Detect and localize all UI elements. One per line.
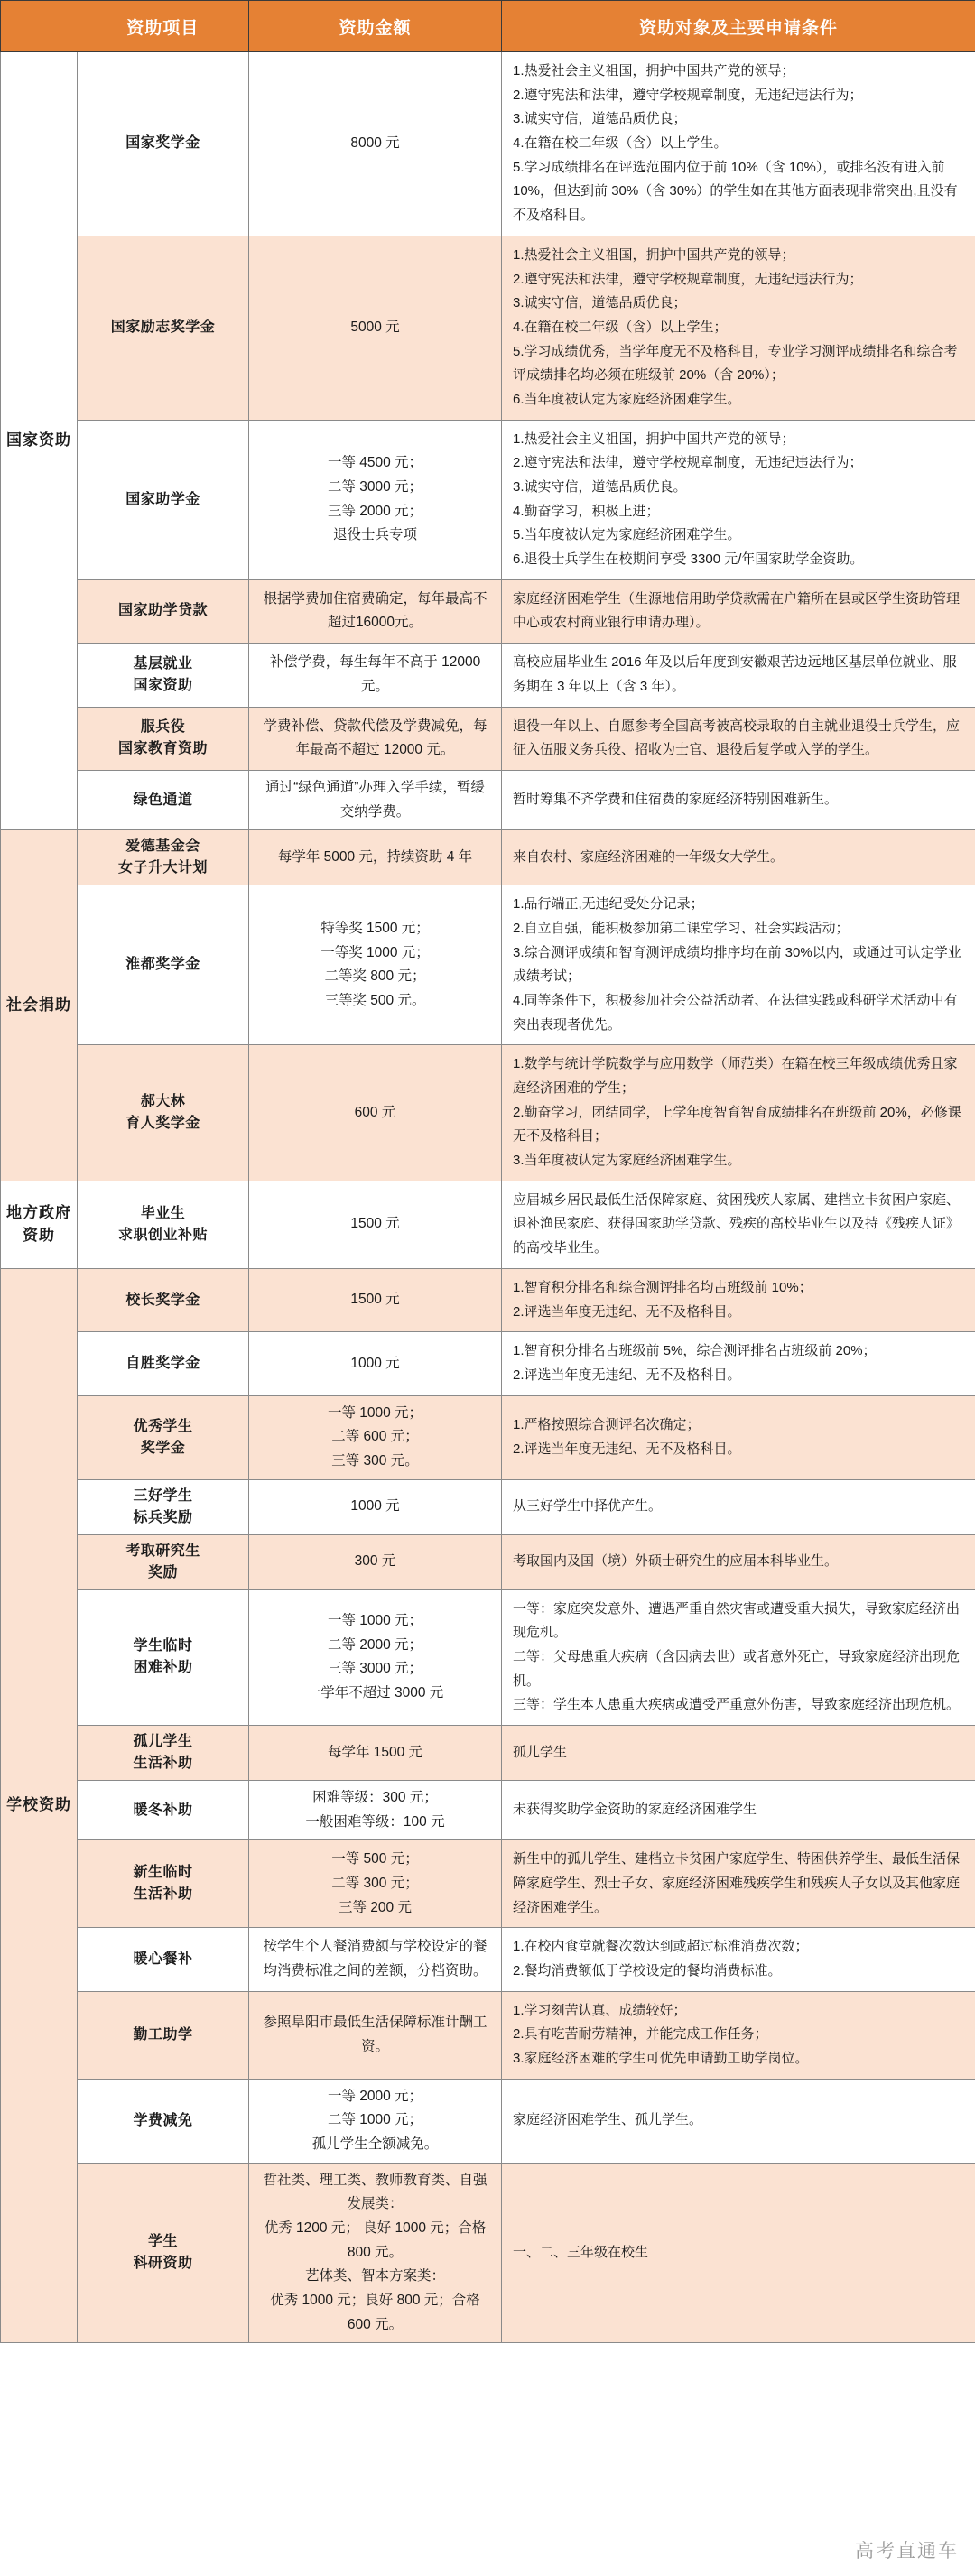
text-line: 标兵奖励	[133, 1509, 193, 1525]
amount-cell	[249, 1479, 502, 1534]
text-line: 通过“绿色通道”办理入学手续，暂缓交纳学费。	[265, 779, 485, 820]
text-line: 按学生个人餐消费额与学校设定的餐均消费标准之间的差额，分档资助。	[263, 1939, 488, 1979]
text-line: 4.在籍在校二年级（含）以上学生；	[513, 319, 728, 335]
item-cell	[78, 2163, 249, 2343]
text-line: 一等 500 元；	[331, 1851, 419, 1867]
text-line: 3.家庭经济困难的学生可优先申请勤工助学岗位。	[513, 2051, 809, 2067]
amount-cell	[249, 644, 502, 707]
text-line: 一等：家庭突发意外、遭遇严重自然灾害或遭受重大损失，导致家庭经济出现危机。	[513, 1600, 961, 1641]
text-line: 从三好学生中择优产生。	[513, 1498, 663, 1515]
table-row	[1, 885, 975, 1045]
amount-cell	[249, 1395, 502, 1479]
item-cell	[78, 1534, 249, 1589]
amount-cell	[249, 1780, 502, 1839]
item-cell	[78, 830, 249, 885]
text-line: 国家奖学金	[125, 135, 200, 152]
text-line: 生活补助	[133, 1886, 193, 1903]
text-line: 三等 2000 元；	[327, 503, 423, 519]
condition-cell	[502, 1268, 975, 1331]
condition-cell	[502, 1395, 975, 1479]
text-line: 基层就业	[133, 655, 193, 672]
table-row	[1, 1534, 975, 1589]
text-line: 每学年 5000 元，持续资助 4 年	[277, 848, 473, 865]
text-line: 勤工助学	[133, 2026, 193, 2043]
amount-cell	[249, 1268, 502, 1331]
text-line: 2.遵守宪法和法律，遵守学校规章制度，无违纪违法行为；	[513, 271, 863, 287]
item-cell	[78, 1840, 249, 1928]
text-line: 3.当年度被认定为家庭经济困难学生。	[513, 1153, 741, 1169]
text-line: 300 元	[354, 1553, 396, 1570]
category-label: 社会捐助	[6, 996, 71, 1014]
item-cell	[78, 1991, 249, 2079]
item-cell	[78, 1928, 249, 1991]
text-line: 高校应届毕业生 2016 年及以后年度到安徽艰苦边远地区基层单位就业、服务期在 3 年以上（含 3 年）。	[513, 654, 957, 694]
column-header-item-a	[1, 1, 78, 52]
text-line: 暂时筹集不齐学费和住宿费的家庭经济特别困难新生。	[513, 792, 839, 808]
text-line: 2.评选当年度无违纪、无不及格科目。	[513, 1303, 741, 1320]
text-line: 2.遵守宪法和法律，遵守学校规章制度，无违纪违法行为；	[513, 455, 863, 471]
item-cell	[78, 420, 249, 579]
condition-cell	[502, 1840, 975, 1928]
amount-cell	[249, 1045, 502, 1181]
text-line: 2.评选当年度无违纪、无不及格科目。	[513, 1367, 741, 1383]
text-line: 奖励	[147, 1564, 178, 1580]
item-cell	[78, 52, 249, 236]
category-cell-school	[1, 1268, 78, 2343]
text-line: 根据学费加住宿费确定，每年最高不超过16000元。	[263, 590, 488, 631]
condition-cell	[502, 1479, 975, 1534]
text-line: 育人奖学金	[125, 1116, 200, 1132]
text-line: 一学年不超过 3000 元	[306, 1684, 444, 1700]
text-line: 一等 2000 元；	[327, 2088, 423, 2104]
text-line: 一等 1000 元；	[327, 1612, 423, 1628]
text-line: 二等 1000 元；	[327, 2112, 423, 2128]
text-line: 困难补助	[133, 1660, 193, 1676]
text-line: 孤儿学生	[133, 1733, 193, 1749]
text-line: 退役一年以上、自愿参考全国高考被高校录取的自主就业退役士兵学生，应征入伍服义务兵役、招收为士官、退役后复学或入学的学生。	[513, 718, 961, 758]
item-cell	[78, 1479, 249, 1534]
text-line: 新生临时	[133, 1865, 193, 1881]
text-line: 1500 元	[350, 1216, 400, 1232]
condition-cell	[502, 770, 975, 829]
column-header-amount: 资助金额	[249, 1, 502, 52]
text-line: 学费减免	[133, 2112, 193, 2128]
table-row	[1, 52, 975, 236]
condition-cell	[502, 1725, 975, 1780]
text-line: 哲社类、理工类、教师教育类、自强发展类：	[263, 2172, 488, 2212]
condition-cell	[502, 885, 975, 1045]
item-cell	[78, 1181, 249, 1268]
item-cell	[78, 1780, 249, 1839]
text-line: 参照阜阳市最低生活保障标准计酬工资。	[263, 2015, 488, 2054]
amount-cell	[249, 770, 502, 829]
table-row	[1, 707, 975, 770]
text-line: 5.学习成绩排名在评选范围内位于前 10%（含 10%），或排名没有进入前 10%，但达到前 30%（含 30%）的学生如在其他方面表现非常突出,且没有不及格科目。	[513, 159, 958, 224]
item-cell	[78, 885, 249, 1045]
table-row	[1, 1928, 975, 1991]
table-row	[1, 1395, 975, 1479]
text-line: 6.退役士兵学生在校期间享受 3300 元/年国家助学金资助。	[513, 551, 864, 568]
table-row	[1, 236, 975, 420]
text-line: 求职创业补贴	[117, 1227, 208, 1243]
text-line: 1.数学与统计学院数学与应用数学（师范类）在籍在校三年级成绩优秀且家庭经济困难的学生；	[513, 1056, 958, 1096]
text-line: 4.勤奋学习，积极上进；	[513, 503, 660, 519]
text-line: 学费补偿、贷款代偿及学费减免，每年最高不超过 12000 元。	[263, 718, 488, 758]
amount-cell	[249, 1589, 502, 1725]
table-row	[1, 1589, 975, 1725]
condition-cell	[502, 707, 975, 770]
table-row	[1, 1181, 975, 1268]
table-row	[1, 1840, 975, 1928]
table-row	[1, 830, 975, 885]
table-row	[1, 1268, 975, 1331]
text-line: 2.勤奋学习，团结同学，上学年度智育智育成绩排名在班级前 20%，必修课无不及格科目；	[513, 1104, 961, 1144]
condition-cell	[502, 1991, 975, 2079]
amount-cell	[249, 579, 502, 643]
text-line: 艺体类、智本方案类：	[304, 2268, 445, 2284]
condition-cell	[502, 1780, 975, 1839]
condition-cell	[502, 1589, 975, 1725]
text-line: 2.自立自强，能积极参加第二课堂学习、社会实践活动；	[513, 920, 850, 936]
text-line: 优秀学生	[133, 1418, 193, 1434]
text-line: 一等奖 1000 元；	[320, 944, 430, 960]
text-line: 三等 300 元。	[331, 1452, 419, 1469]
condition-cell	[502, 2163, 975, 2343]
category-cell-social	[1, 830, 78, 1181]
text-line: 优秀 1200 元； 良好 1000 元；合格 800 元。	[264, 2220, 487, 2260]
amount-cell	[249, 1534, 502, 1589]
text-line: 国家资助	[133, 677, 193, 693]
text-line: 暖冬补助	[133, 1802, 193, 1818]
text-line: 1.严格按照综合测评名次确定；	[513, 1416, 701, 1432]
text-line: 新生中的孤儿学生、建档立卡贫困户家庭学生、特困供养学生、最低生活保障家庭学生、烈士子女、家庭经济困难残疾学生和残疾人子女以及其他家庭经济困难学生。	[513, 1851, 961, 1915]
text-line: 2.餐均消费额低于学校设定的餐均消费标准。	[513, 1963, 782, 1979]
text-line: 退役士兵专项	[332, 527, 417, 543]
text-line: 家庭经济困难学生（生源地信用助学贷款需在户籍所在县或区学生资助管理中心或农村商业银行申请办理）。	[513, 590, 961, 631]
text-line: 4.同等条件下，积极参加社会公益活动者、在法律实践或科研学术活动中有突出表现者优先。	[513, 992, 958, 1033]
condition-cell	[502, 52, 975, 236]
text-line: 补偿学费，每生每年不高于 12000 元。	[269, 654, 481, 694]
text-line: 未获得奖助学金资助的家庭经济困难学生	[513, 1802, 757, 1818]
text-line: 三等：学生本人患重大疾病或遭受严重意外伤害，导致家庭经济出现危机。	[513, 1697, 961, 1713]
text-line: 1.智育积分排名占班级前 5%，综合测评排名占班级前 20%；	[513, 1343, 877, 1359]
text-line: 孤儿学生全额减免。	[311, 2136, 439, 2153]
amount-cell	[249, 420, 502, 579]
item-cell	[78, 1268, 249, 1331]
item-cell	[78, 644, 249, 707]
table-row	[1, 644, 975, 707]
condition-cell	[502, 1332, 975, 1395]
text-line: 每学年 1500 元	[327, 1744, 423, 1760]
text-line: 3.诚实守信，道德品质优良。	[513, 479, 687, 495]
text-line: 爱德基金会	[125, 839, 200, 855]
condition-cell	[502, 420, 975, 579]
text-line: 三等 200 元	[339, 1899, 412, 1915]
table-row	[1, 2163, 975, 2343]
text-line: 优秀 1000 元；良好 800 元；合格 600 元。	[270, 2293, 480, 2332]
text-line: 1500 元	[350, 1292, 400, 1308]
text-line: 5.学习成绩优秀，当学年度无不及格科目，专业学习测评成绩排名和综合考评成绩排名均必须在班级前 20%（含 20%）；	[513, 343, 958, 384]
condition-cell	[502, 830, 975, 885]
text-line: 国家励志奖学金	[110, 320, 216, 336]
text-line: 国家助学金	[125, 491, 200, 507]
item-cell	[78, 770, 249, 829]
item-cell	[78, 1725, 249, 1780]
text-line: 二等奖 800 元；	[324, 968, 426, 985]
amount-cell	[249, 830, 502, 885]
text-line: 5000 元	[350, 319, 400, 335]
table-row	[1, 1725, 975, 1780]
text-line: 二等：父母患重大疾病（含因病去世）或者意外死亡，导致家庭经济出现危机。	[513, 1648, 961, 1689]
text-line: 1.品行端正,无违纪受处分记录；	[513, 896, 704, 913]
category-label: 地方政府资助	[6, 1204, 71, 1244]
text-line: 学生临时	[133, 1638, 193, 1654]
text-line: 1.热爱社会主义祖国，拥护中国共产党的领导；	[513, 246, 795, 263]
amount-cell	[249, 1991, 502, 2079]
text-line: 2.具有吃苦耐劳精神，并能完成工作任务；	[513, 2026, 768, 2043]
text-line: 1.在校内食堂就餐次数达到或超过标准消费次数；	[513, 1939, 809, 1955]
text-line: 三好学生	[133, 1487, 193, 1504]
text-line: 一、二、三年级在校生	[513, 2244, 649, 2260]
item-cell	[78, 236, 249, 420]
condition-cell	[502, 579, 975, 643]
text-line: 2.遵守宪法和法律，遵守学校规章制度，无违纪违法行为；	[513, 87, 863, 103]
amount-cell	[249, 707, 502, 770]
text-line: 自胜奖学金	[125, 1355, 200, 1371]
text-line: 毕业生	[140, 1205, 186, 1221]
item-cell	[78, 1045, 249, 1181]
text-line: 600 元	[354, 1104, 396, 1120]
table-row	[1, 420, 975, 579]
column-header-condition: 资助对象及主要申请条件	[502, 1, 975, 52]
amount-cell	[249, 1928, 502, 1991]
amount-cell	[249, 1725, 502, 1780]
text-line: 考取国内及国（境）外硕士研究生的应届本科毕业生。	[513, 1553, 839, 1570]
text-line: 服兵役	[140, 719, 186, 736]
text-line: 校长奖学金	[125, 1292, 200, 1308]
text-line: 1000 元	[350, 1498, 400, 1515]
category-cell-local	[1, 1181, 78, 1268]
text-line: 奖学金	[140, 1440, 186, 1456]
category-label: 学校资助	[6, 1796, 71, 1814]
text-line: 家庭经济困难学生、孤儿学生。	[513, 2112, 703, 2128]
condition-cell	[502, 1928, 975, 1991]
text-line: 暖心餐补	[133, 1951, 193, 1968]
text-line: 困难等级：300 元；	[312, 1789, 438, 1805]
item-cell	[78, 1589, 249, 1725]
text-line: 1.热爱社会主义祖国，拥护中国共产党的领导；	[513, 63, 795, 79]
item-cell	[78, 579, 249, 643]
watermark-text: 高考直通车	[855, 2541, 959, 2562]
amount-cell	[249, 2079, 502, 2163]
text-line: 8000 元	[350, 135, 400, 152]
table-row	[1, 1332, 975, 1395]
text-line: 国家助学贷款	[117, 603, 208, 619]
column-header-item: 资助项目	[78, 1, 249, 52]
text-line: 二等 3000 元；	[327, 479, 423, 496]
table-row	[1, 1780, 975, 1839]
item-cell	[78, 2079, 249, 2163]
text-line: 二等 2000 元；	[327, 1636, 423, 1653]
text-line: 1.热爱社会主义祖国，拥护中国共产党的领导；	[513, 431, 795, 447]
text-line: 三等 3000 元；	[327, 1661, 423, 1677]
text-line: 学生	[147, 2234, 178, 2250]
condition-cell	[502, 1045, 975, 1181]
text-line: 一等 1000 元；	[327, 1404, 423, 1421]
item-cell	[78, 1395, 249, 1479]
text-line: 郝大林	[140, 1094, 186, 1110]
amount-cell	[249, 1181, 502, 1268]
amount-cell	[249, 885, 502, 1045]
text-line: 特等奖 1500 元；	[320, 920, 430, 936]
table-row	[1, 1991, 975, 2079]
amount-cell	[249, 2163, 502, 2343]
condition-cell	[502, 1534, 975, 1589]
text-line: 来自农村、家庭经济困难的一年级女大学生。	[513, 848, 785, 865]
text-line: 1000 元	[350, 1355, 400, 1371]
text-line: 考取研究生	[125, 1543, 200, 1559]
text-line: 1.智育积分排名和综合测评排名均占班级前 10%；	[513, 1279, 812, 1295]
condition-cell	[502, 236, 975, 420]
text-line: 4.在籍在校二年级（含）以上学生。	[513, 135, 728, 152]
text-line: 1.学习刻苦认真、成绩较好；	[513, 2002, 687, 2018]
condition-cell	[502, 2079, 975, 2163]
text-line: 科研资助	[133, 2256, 193, 2272]
item-cell	[78, 707, 249, 770]
text-line: 二等 600 元；	[331, 1429, 419, 1445]
text-line: 二等 300 元；	[331, 1875, 419, 1891]
text-line: 6.当年度被认定为家庭经济困难学生。	[513, 391, 741, 407]
category-cell-national	[1, 52, 78, 830]
text-line: 三等奖 500 元。	[324, 992, 426, 1008]
table-row	[1, 1479, 975, 1534]
text-line: 2.评选当年度无违纪、无不及格科目。	[513, 1441, 741, 1457]
condition-cell	[502, 644, 975, 707]
text-line: 一般困难等级：100 元	[305, 1813, 445, 1830]
amount-cell	[249, 1332, 502, 1395]
text-line: 一等 4500 元；	[327, 455, 423, 471]
amount-cell	[249, 1840, 502, 1928]
category-label: 国家资助	[6, 431, 71, 449]
text-line: 生活补助	[133, 1755, 193, 1771]
table-row	[1, 2079, 975, 2163]
amount-cell	[249, 52, 502, 236]
text-line: 女子升大计划	[117, 860, 208, 876]
table-row	[1, 579, 975, 643]
text-line: 3.诚实守信，道德品质优良；	[513, 111, 687, 127]
text-line: 3.综合测评成绩和智育测评成绩均排序均在前 30%以内，或通过可认定学业成绩考试；	[513, 944, 961, 985]
text-line: 淮都奖学金	[125, 957, 200, 973]
text-line: 应届城乡居民最低生活保障家庭、贫困残疾人家属、建档立卡贫困户家庭、退补渔民家庭、获得国家助学贷款、残疾的高校毕业生以及持《残疾人证》的高校毕业生。	[513, 1191, 961, 1256]
amount-cell	[249, 236, 502, 420]
condition-cell	[502, 1181, 975, 1268]
text-line: 绿色通道	[133, 792, 193, 808]
text-line: 5.当年度被认定为家庭经济困难学生。	[513, 527, 741, 543]
text-line: 国家教育资助	[117, 741, 208, 757]
item-cell	[78, 1332, 249, 1395]
table-body	[1, 52, 975, 2343]
table-row	[1, 1045, 975, 1181]
text-line: 3.诚实守信，道德品质优良；	[513, 295, 687, 311]
table-header	[1, 1, 975, 52]
table-row	[1, 770, 975, 829]
text-line: 孤儿学生	[513, 1744, 568, 1760]
